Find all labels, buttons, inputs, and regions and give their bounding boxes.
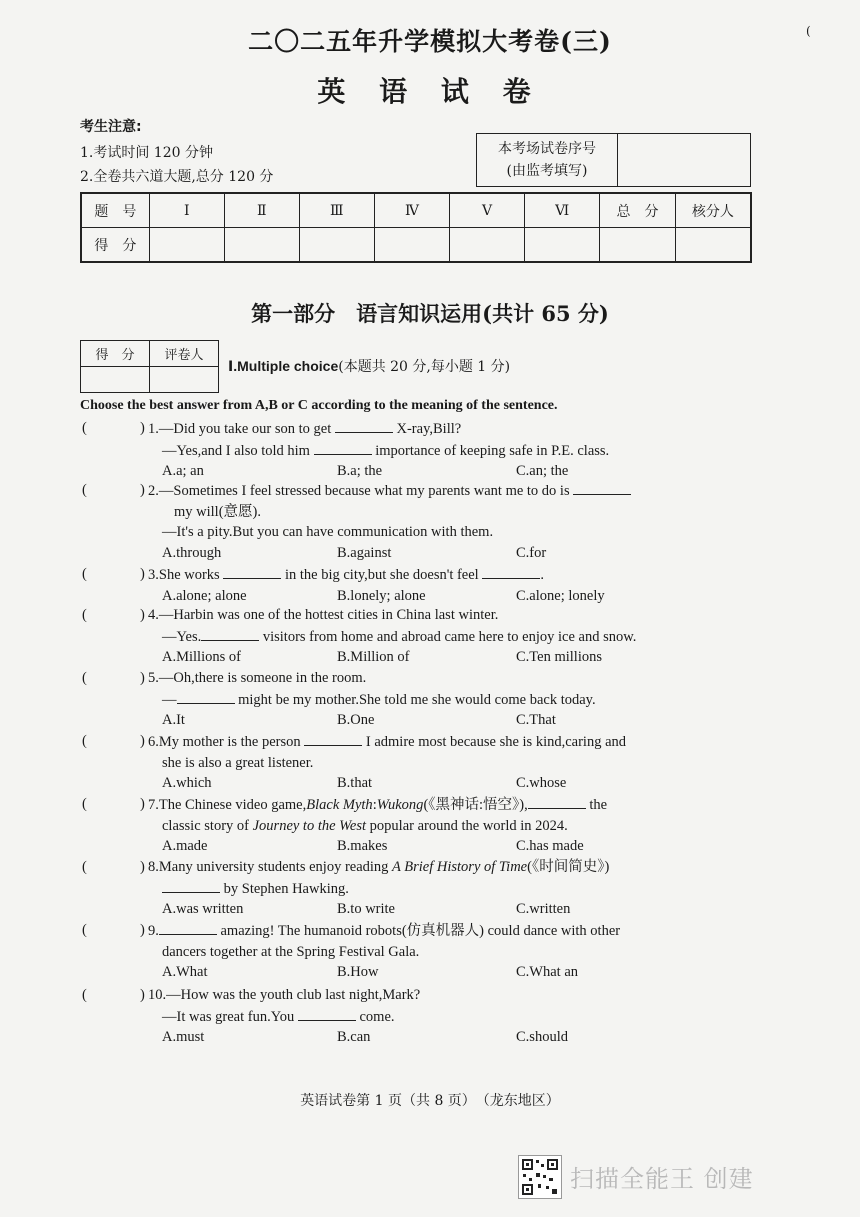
score-cell[interactable] [149,228,224,263]
question-text-line: dancers together at the Spring Festival Gala. [162,943,420,960]
serial-number-box [476,133,751,187]
grader-box [80,340,219,393]
options-row [162,586,770,606]
question-5: ( ) 5.—Oh,there is someone in the room. — might be my mother.She told me she would come back today. A.It B.One C.That [80,668,770,730]
instruction: Choose the best answer from A,B or C according to the meaning of the sentence. [80,398,558,413]
options-row [162,899,770,919]
question-text-line: my will(意愿). [174,503,261,520]
option-c[interactable]: C.written [516,901,571,917]
option-c[interactable]: C.should [516,1029,568,1045]
option-b[interactable]: B.Million of [337,649,410,665]
question-2: ( ) 2.—Sometimes I feel stressed because what my parents want me to do is my will(意愿). —It's a pity.But you can have communication with them. A.through B.against C.for [80,480,770,563]
question-text-line: by Stephen Hawking. [162,878,770,900]
exam-subtitle: 英 语 试 卷 [317,75,543,108]
question-10: ( ) 10.—How was the youth club last night,Mark? —It was great fun.You come. A.must B.can C.should [80,985,770,1047]
question-text-line: 8.Many university students enjoy reading A Brief History of Time(《时间简史》) [148,859,610,875]
question-1: ( ) 1.—Did you take our son to get X-ray,Bill? —Yes,and I also told him importance of keeping safe in P.E. class. A.a; an B.a; the C.an; the [80,418,770,481]
score-cell[interactable] [525,228,600,263]
question-text-line: — might be my mother.She told me she would come back today. [162,689,770,711]
question-4: ( ) 4.—Harbin was one of the hottest cities in China last winter. —Yes. visitors from home and abroad came here to enjoy ice and snow. A.Millions of B.Million of C.Ten millions [80,605,770,667]
option-a[interactable]: A.What [162,964,208,980]
score-col-checker: 核分人 [675,193,751,228]
question-number: 7. [148,797,159,813]
corner-mark: ( [806,24,811,38]
question-text-line: 6.My mother is the person I admire most because she is kind,caring and [148,731,770,753]
answer-blank[interactable] [573,480,631,495]
question-text-line: —It was great fun.You come. [162,1006,770,1028]
question-text-line: 2.—Sometimes I feel stressed because what my parents want me to do is [148,480,770,502]
option-a[interactable]: A.must [162,1029,205,1045]
question-8: ( ) 8.Many university students enjoy reading A Brief History of Time(《时间简史》) by Stephen Hawking. A.was written B.to write C.written [80,857,770,919]
score-value-row [81,228,751,263]
part-title: 第一部分 语言知识运用(共计 65 分) [251,301,609,326]
question-text-line: 1.—Did you take our son to get X-ray,Bill? [148,418,770,440]
option-a[interactable]: A.made [162,838,208,854]
question-7: ( ) 7.The Chinese video game,Black Myth:Wukong(《黑神话:悟空》), the classic story of Journey to the West popular around the world in 2024. A.made B.makes C.has made [80,794,770,856]
question-text-line: she is also a great listener. [162,754,314,771]
question-number: 6. [148,734,159,750]
question-text-line: 9. amazing! The humanoid robots(仿真机器人) could dance with other [148,920,770,942]
option-a[interactable]: A.through [162,544,222,561]
question-number: 5. [148,670,159,686]
score-table [80,192,752,263]
notice-line-1: 1.考试时间 120 分钟 [80,145,213,161]
answer-blank[interactable] [159,920,217,935]
option-b[interactable]: B.against [337,544,392,561]
question-text-line: 10.—How was the youth club last night,Mark? [148,987,421,1003]
grader-score-label: 得 分 [81,341,150,367]
option-b[interactable]: B.lonely; alone [337,587,426,604]
score-cell[interactable] [224,228,299,263]
question-text-line: —Yes. visitors from home and abroad came here to enjoy ice and snow. [162,626,770,648]
question-text-line: —Yes,and I also told him importance of keeping safe in P.E. class. [162,440,770,462]
option-b[interactable]: B.One [337,712,375,728]
grader-score-cell[interactable] [81,367,150,393]
option-b[interactable]: B.can [337,1029,371,1045]
option-b[interactable]: B.How [337,964,379,980]
option-a[interactable]: A.a; an [162,463,204,479]
question-number: 4. [148,607,159,623]
question-number: 8. [148,859,159,875]
notice-heading: 考生注意: [80,119,142,135]
score-col-1: Ⅰ [149,193,224,228]
options-row [162,836,770,856]
score-cell[interactable] [374,228,449,263]
grader-name-cell[interactable] [150,367,219,393]
question-text-line: 5.—Oh,there is someone in the room. [148,670,367,686]
option-a[interactable]: A.Millions of [162,649,241,665]
question-number: 1. [148,421,159,437]
question-number: 2. [148,483,159,499]
score-value-label: 得 分 [81,228,149,263]
page-footer: 英语试卷第 1 页（共 8 页） （龙东地区） [300,1093,560,1109]
question-6: ( ) 6.My mother is the person I admire most because she is kind,caring and she is also a great listener. A.which B.that C.whose [80,731,770,793]
score-cell[interactable] [600,228,676,263]
qr-code-icon [518,1155,562,1199]
score-cell[interactable] [675,228,751,263]
score-col-6: Ⅵ [525,193,600,228]
score-col-4: Ⅳ [374,193,449,228]
options-row [162,962,770,982]
question-text-line: classic story of Journey to the West popular around the world in 2024. [162,817,568,834]
answer-blank[interactable] [223,564,281,579]
options-row [162,543,770,563]
score-col-total: 总 分 [600,193,676,228]
option-c[interactable]: C.for [516,544,547,561]
answer-blank[interactable] [482,564,540,579]
question-text-line: 7.The Chinese video game,Black Myth:Wukong(《黑神话:悟空》), the [148,794,770,816]
score-row-label: 题 号 [81,193,149,228]
option-a[interactable]: A.which [162,775,212,791]
score-cell[interactable] [299,228,374,263]
option-c[interactable]: C.whose [516,775,567,791]
answer-blank[interactable] [177,689,235,704]
answer-blank[interactable] [201,626,259,641]
score-col-5: Ⅴ [450,193,525,228]
option-a[interactable]: A.It [162,712,185,728]
score-col-3: Ⅲ [299,193,374,228]
option-b[interactable]: B.a; the [337,463,383,479]
option-c[interactable]: C.That [516,712,556,728]
options-row [162,461,770,481]
question-9: ( ) 9. amazing! The humanoid robots(仿真机器人) could dance with other dancers together at the Spring Festival Gala. A.What B.How C.What an [80,920,770,982]
grader-name-label: 评卷人 [150,341,219,367]
question-3: ( ) 3.She works in the big city,but she doesn't feel . A.alone; alone B.lonely; alone C.alone; lonely [80,564,770,606]
options-row [162,773,770,793]
question-number: 10. [148,987,167,1003]
question-number: 9. [148,923,159,939]
answer-blank[interactable] [335,418,393,433]
answer-blank[interactable] [304,731,362,746]
serial-label: 本考场试卷序号 (由监考填写) [477,134,618,187]
score-cell[interactable] [450,228,525,263]
option-c[interactable]: C.Ten millions [516,649,602,665]
options-row [162,647,770,667]
score-col-2: Ⅱ [224,193,299,228]
option-c[interactable]: C.What an [516,964,579,980]
option-c[interactable]: C.has made [516,838,584,854]
options-row [162,710,770,730]
question-text-line: 4.—Harbin was one of the hottest cities in China last winter. [148,607,499,623]
option-a[interactable]: A.alone; alone [162,587,247,604]
question-text-line: —It's a pity.But you can have communication with them. [162,524,494,540]
question-text-line: 3.She works in the big city,but she doesn't feel . [148,564,770,586]
option-c[interactable]: C.alone; lonely [516,587,605,604]
exam-title: 二〇二五年升学模拟大考卷(三) [248,27,612,56]
options-row [162,1027,770,1047]
answer-blank[interactable] [528,794,586,809]
answer-blank[interactable] [314,440,372,455]
question-number: 3. [148,567,159,583]
notice-line-2: 2.全卷共六道大题,总分 120 分 [80,169,274,185]
option-c[interactable]: C.an; the [516,463,569,479]
option-b[interactable]: B.to write [337,901,395,917]
option-b[interactable]: B.makes [337,838,388,854]
option-b[interactable]: B.that [337,775,373,791]
answer-blank[interactable] [298,1006,356,1021]
option-a[interactable]: A.was written [162,901,244,917]
score-header-row [81,193,751,228]
answer-blank[interactable] [162,878,220,893]
serial-input-cell[interactable] [618,134,751,187]
section-title: Ⅰ.Multiple choice(本题共 20 分,每小题 1 分) [228,358,511,375]
